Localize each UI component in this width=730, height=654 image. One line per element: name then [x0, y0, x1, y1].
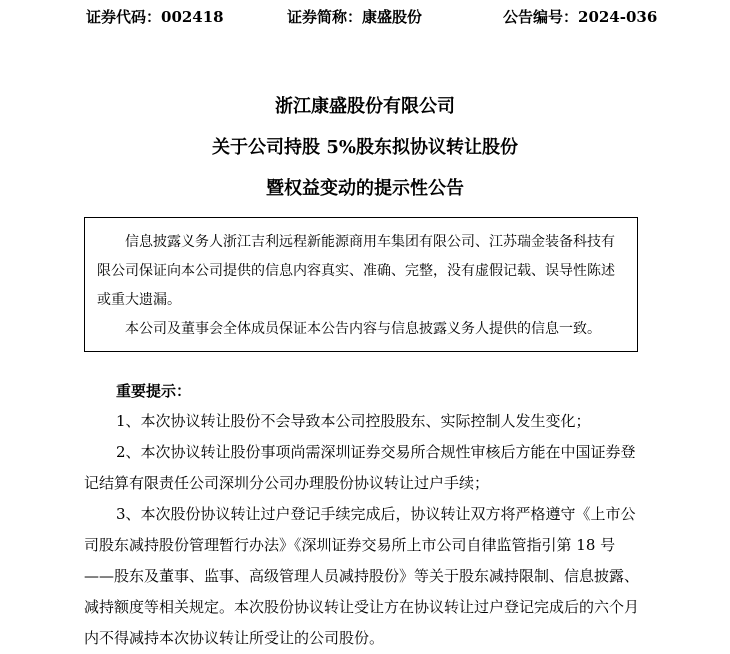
stock-code: 证券代码：002418: [86, 8, 224, 26]
company-title: 浙江康盛股份有限公司: [275, 96, 455, 117]
disclosure-notice-box: [84, 217, 638, 352]
important-note-2: 2、本次协议转让股份事项尚需深圳证券交易所合规性审核后方能在中国证券登记结算有限责任公司深圳分公司办理股份协议转让过户手续；: [84, 443, 636, 492]
notice-paragraph-1: 信息披露义务人浙江吉利远程新能源商用车集团有限公司、江苏瑞金装备科技有限公司保证向本公司提供的信息内容真实、准确、完整，没有虚假记载、误导性陈述或重大遗漏。: [97, 234, 615, 308]
notice-paragraph-2: 本公司及董事会全体成员保证本公告内容与信息披露义务人提供的信息一致。: [125, 321, 601, 337]
important-notes-heading: 重要提示：: [116, 382, 192, 400]
stock-short-name: 证券简称：康盛股份: [287, 8, 423, 26]
important-note-1: 1、本次协议转让股份不会导致本公司控股股东、实际控制人发生变化；: [116, 412, 591, 430]
announcement-title-line-3: 暨权益变动的提示性公告: [266, 178, 464, 199]
announcement-number: 公告编号：2024-036: [503, 8, 658, 26]
important-note-3: 3、本次股份协议转让过户登记手续完成后，协议转让双方将严格遵守《上市公司股东减持股份管理暂行办法》《深圳证券交易所上市公司自律监管指引第 18 号——股东及董事、监事、高级管理人员减持股份》等关于股东减持限制、信息披露、减持额度等相关规定。本次股份协议转让受让方在协议转让过户登记完成后的六个月内不得减持本次协议转让所受让的公司股份。: [84, 505, 640, 647]
announcement-title-line-2: 关于公司持股 5%股东拟协议转让股份: [212, 137, 518, 158]
document-header: [0, 6, 730, 28]
